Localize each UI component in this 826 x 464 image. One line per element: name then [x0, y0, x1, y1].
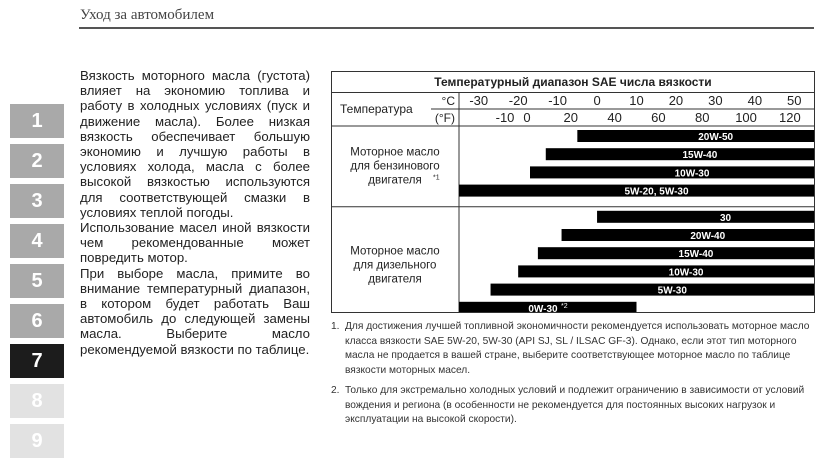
- chapter-tab-9[interactable]: 9: [10, 424, 64, 458]
- celsius-tick-label: 50: [787, 93, 802, 108]
- footnote: [331, 320, 815, 378]
- chapter-tab-3[interactable]: 3: [10, 184, 64, 218]
- header-divider: [79, 27, 814, 29]
- fahrenheit-tick-label: 20: [563, 110, 578, 125]
- fahrenheit-tick-label: 0: [523, 110, 531, 125]
- engine-type-label: Моторное масло: [350, 245, 440, 258]
- section-title: Уход за автомобилем: [80, 7, 215, 23]
- chart-canvas: [332, 72, 814, 312]
- fahrenheit-tick-label: -10: [495, 110, 515, 125]
- celsius-tick-label: 10: [629, 93, 644, 108]
- body-paragraph: Использование масел иной вязкости чем рекомендованные может повредить мотор.: [80, 220, 310, 266]
- celsius-tick-label: -30: [469, 93, 489, 108]
- engine-type-label: для бензинового: [350, 160, 440, 173]
- footnote-number: 2.: [331, 385, 340, 396]
- viscosity-bar-label: 20W-50: [698, 132, 734, 143]
- footnote-text: Для достижения лучшей топливной экономичности рекомендуется использовать моторное масло класса вязкости SAE 5W-20, 5W-30 (API SJ, SL / ILSAC GF-3). Однако, если этот тип моторного масла не продается в вашей стране, выберите соответствующее моторное масло по таблице вязкости моторных масел.: [345, 321, 810, 376]
- viscosity-bar-label: 5W-30: [657, 285, 687, 297]
- body-paragraph: При выборе масла, примите во внимание температурный диапазон, в котором будет работать Ваш автомобиль до следующей замены масла. Выберите масло рекомендуемой вязкости по таблице.: [80, 265, 310, 357]
- fahrenheit-tick-label: 100: [735, 110, 757, 125]
- chapter-tab-1[interactable]: 1: [10, 104, 64, 138]
- viscosity-bar-label: 0W-30: [528, 303, 558, 312]
- fahrenheit-tick-label: 80: [695, 110, 710, 125]
- engine-type-label: двигателя: [368, 273, 422, 286]
- footnote-number: 1.: [331, 321, 340, 332]
- engine-type-label: для дизельного: [353, 259, 437, 272]
- viscosity-bar: [546, 148, 814, 160]
- fahrenheit-tick-label: 60: [651, 110, 666, 125]
- body-paragraph: Вязкость моторного масла (густота) влияет на экономию топлива и работу в холодных условиях (пуск и движение масла). Более низкая вязкость обеспечивает большую экономию и лучшую работы в условиях холода, масла с более высокой вязкостью используются для соответствующей смазки в условиях теплой погоды.: [80, 68, 310, 220]
- celsius-tick-label: 0: [593, 93, 601, 108]
- footnote-marker: *2: [561, 302, 568, 310]
- chapter-tab-7[interactable]: 7: [10, 344, 64, 378]
- chapter-tab-6[interactable]: 6: [10, 304, 64, 338]
- celsius-tick-label: -10: [548, 93, 568, 108]
- footnote-marker: *1: [433, 174, 440, 182]
- celsius-tick-label: -20: [508, 93, 528, 108]
- viscosity-bar: [538, 247, 814, 259]
- celsius-tick-label: 40: [747, 93, 763, 108]
- viscosity-bar-label: 30: [719, 212, 732, 224]
- chapter-index: [10, 104, 64, 464]
- viscosity-bar-label: 5W-20, 5W-30: [624, 186, 689, 198]
- fahrenheit-tick-label: 120: [779, 110, 801, 125]
- celsius-tick-label: 20: [668, 93, 684, 108]
- body-text: [80, 68, 310, 357]
- footnote-text: Только для экстремально холодных условий и подлежит ограничению в зависимости от условий вождения и региона (в особенности не рекомендуется для постоянных высоких нагрузок и эксплуатации на высокой скорости).: [345, 385, 805, 425]
- viscosity-bar-label: 15W-40: [682, 150, 718, 162]
- viscosity-bar-label: 15W-40: [678, 249, 714, 261]
- engine-type-label: Моторное масло: [350, 146, 440, 159]
- viscosity-bar-label: 20W-40: [690, 231, 726, 242]
- chart-title: Температурный диапазон SAE числа вязкости: [332, 72, 814, 93]
- temperature-label: Температура: [340, 102, 413, 116]
- footnote: [331, 384, 815, 428]
- viscosity-bar: [491, 284, 814, 296]
- viscosity-bar-label: 10W-30: [668, 267, 704, 279]
- viscosity-bar: [597, 211, 814, 223]
- chapter-tab-8[interactable]: 8: [10, 384, 64, 418]
- viscosity-chart: [331, 71, 815, 313]
- chapter-tab-5[interactable]: 5: [10, 264, 64, 298]
- viscosity-bar: [518, 265, 814, 277]
- viscosity-bar: [562, 229, 814, 241]
- fahrenheit-unit: (°F): [434, 111, 455, 125]
- engine-type-label: двигателя: [368, 174, 422, 187]
- viscosity-bar: [530, 166, 814, 178]
- celsius-unit: °C: [441, 94, 455, 108]
- chapter-tab-4[interactable]: 4: [10, 224, 64, 258]
- viscosity-bar-label: 10W-30: [674, 168, 710, 180]
- fahrenheit-tick-label: 40: [607, 110, 622, 125]
- footnotes: [331, 320, 815, 434]
- viscosity-bar: [577, 130, 814, 142]
- chapter-tab-2[interactable]: 2: [10, 144, 64, 178]
- celsius-tick-label: 30: [708, 93, 723, 108]
